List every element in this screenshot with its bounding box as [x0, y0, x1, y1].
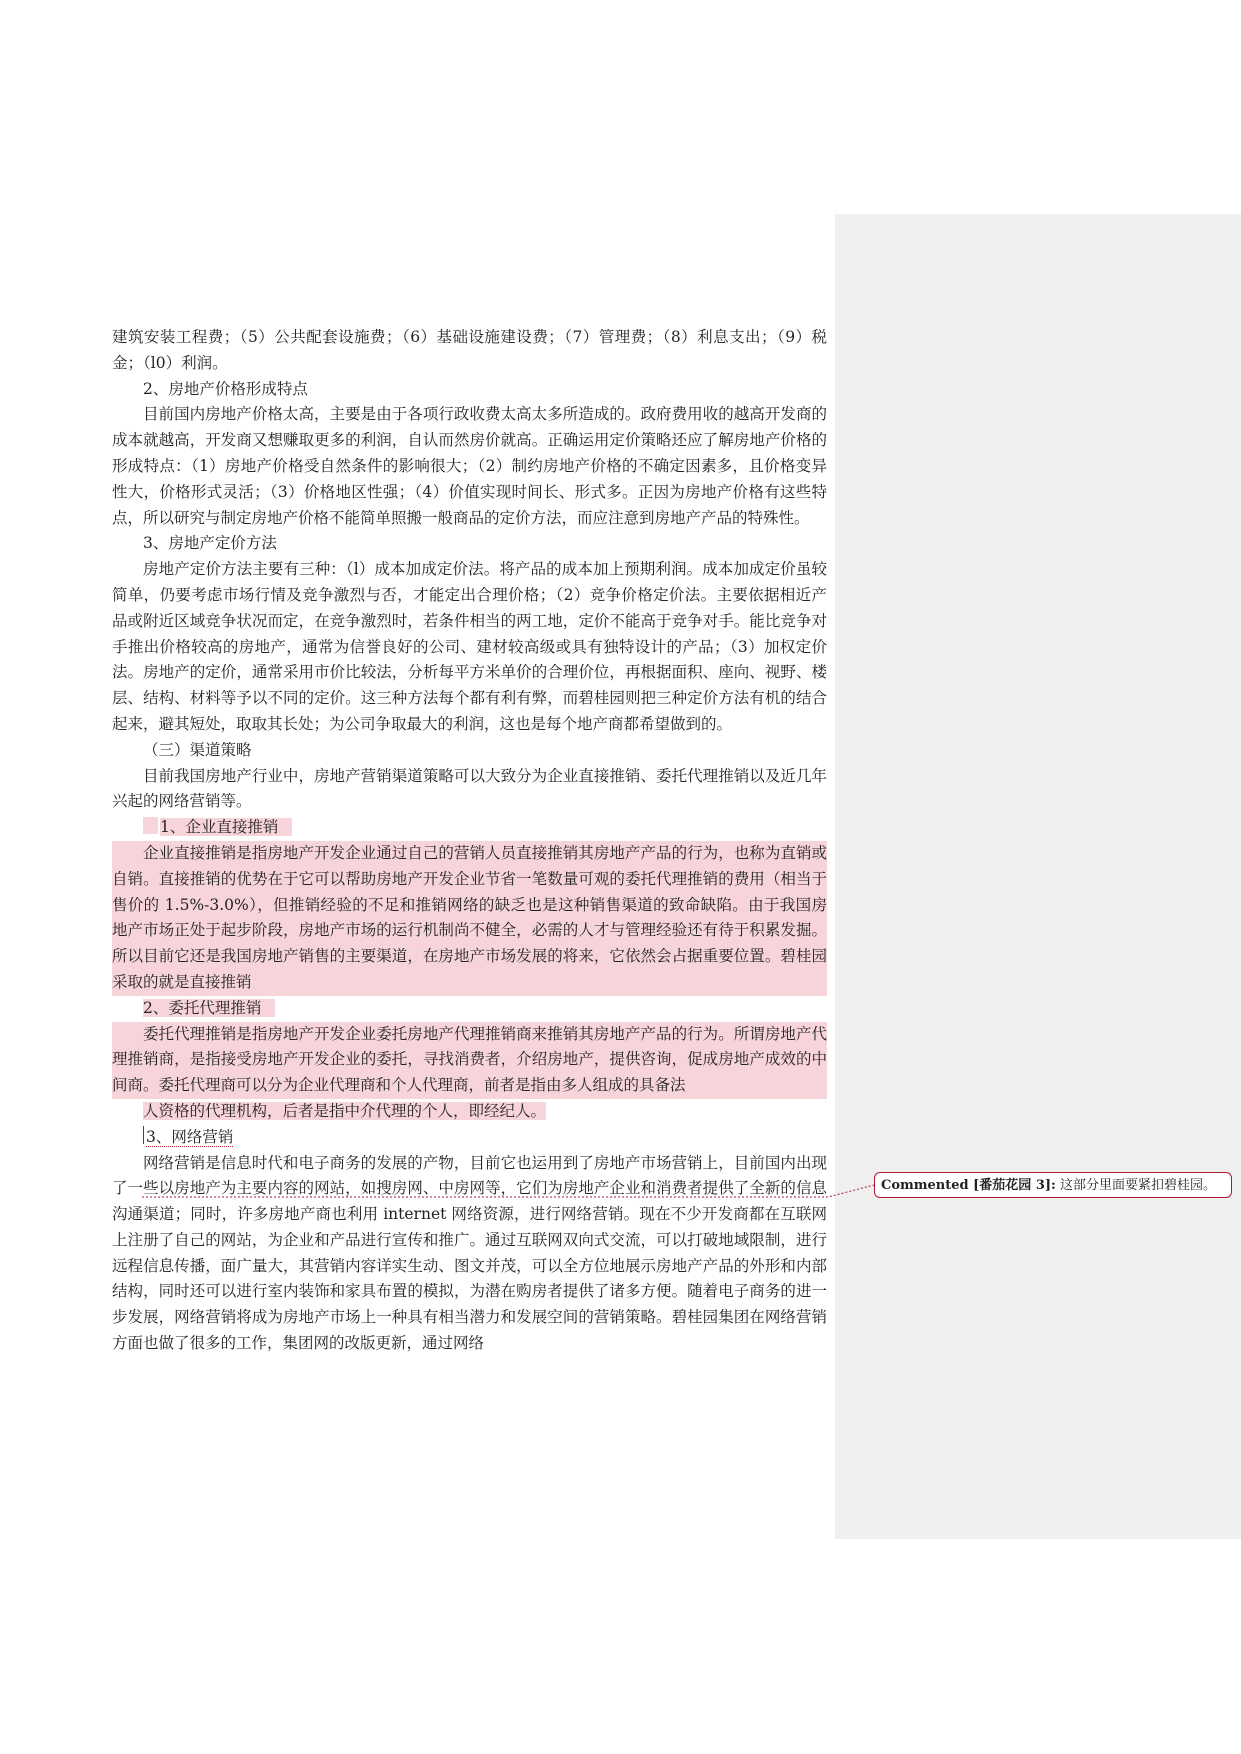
- heading-channel-strategy: （三）渠道策略: [143, 740, 252, 759]
- comment-balloon[interactable]: [874, 1172, 1232, 1198]
- paragraph-price-characteristics: 目前国内房地产价格太高，主要是由于各项行政收费太高太多所造成的。政府费用收的越高开发商的成本就越高，开发商又想赚取更多的利润，自认而然房价就高。正确运用定价策略还应了解房地产价格的形成特点：（1）房地产价格受自然条件的影响很大；（2）制约房地产价格的不确定因素多，且价格变异性大，价格形式灵活；（3）价格地区性强；（4）价值实现时间长、形式多。正因为房地产价格有这些特点，所以研究与制定房地产价格不能简单照搬一般商品的定价方法，而应注意到房地产产品的特殊性。: [112, 405, 827, 527]
- document-body: [112, 325, 827, 1357]
- heading-online-marketing-text: 3、网络营销: [146, 1127, 234, 1146]
- comment-pane: [835, 214, 1241, 1539]
- heading-pricing-methods: 3、房地产定价方法: [143, 534, 277, 553]
- paragraph-agency-sales-last-line-text: 人资格的代理机构，后者是指中介代理的个人，即经纪人。: [143, 1101, 547, 1120]
- heading-direct-sales[interactable]: [112, 815, 827, 841]
- heading-online-marketing[interactable]: [112, 1125, 827, 1151]
- paragraph-online-marketing: 网络营销是信息时代和电子商务的发展的产物，目前它也运用到了房地产市场营销上，目前国内出现了一些以房地产为主要内容的网站，如搜房网、中房网等，它们为房地产企业和消费者提供了全新的信息沟通渠道；同时，许多房地产商也利用 internet 网络资源，进行网络营销。现在不少开发商都在互联网上注册了自己的网站，为企业和产品进行宣传和推广。通过互联网双向式交流，可以打破地域限制，进行远程信息传播，面广量大，其营销内容详实生动、图文并茂，可以全方位地展示房地产产品的外形和内部结构，同时还可以进行室内装饰和家具布置的模拟，为潜在购房者提供了诸多方便。随着电子商务的进一步发展，网络营销将成为房地产市场上一种具有相当潜力和发展空间的营销策略。碧桂园集团在网络营销方面也做了很多的工作，集团网的改版更新，通过网络: [112, 1153, 827, 1353]
- comment-anchor-marker: [143, 1126, 144, 1144]
- comment-text: 这部分里面要紧扣碧桂园。: [1059, 1178, 1216, 1193]
- text-cursor: [143, 817, 158, 834]
- paragraph-channel-strategy: 目前我国房地产行业中，房地产营销渠道策略可以大致分为企业直接推销、委托代理推销以及近几年兴起的网络营销等。: [112, 766, 827, 811]
- heading-price-characteristics: 2、房地产价格形成特点: [143, 379, 308, 398]
- paragraph-agency-sales-last-line[interactable]: [112, 1099, 827, 1125]
- heading-agency-sales-text: 2、委托代理推销: [143, 999, 275, 1017]
- paragraph-pricing-methods: 房地产定价方法主要有三种：（l）成本加成定价法。将产品的成本加上预期利润。成本加成定价虽较简单，仍要考虑市场行情及竞争激烈与否，才能定出合理价格；（2）竞争价格定价法。主要依据相近产品或附近区域竞争状况而定，在竞争激烈时，若条件相当的两工地，定价不能高于竞争对手。能比竞争对手推出价格较高的房地产，通常为信誉良好的公司、建材较高级或具有独特设计的产品；（3）加权定价法。房地产的定价，通常采用市价比较法，分析每平方米单价的合理价位，再根据面积、座向、视野、楼层、结构、材料等予以不同的定价。这三种方法每个都有利有弊，而碧桂园则把三种定价方法有机的结合起来，避其短处，取取其长处；为公司争取最大的利润，这也是每个地产商都希望做到的。: [112, 560, 827, 733]
- heading-agency-sales[interactable]: [112, 996, 827, 1022]
- heading-direct-sales-text: 1、企业直接推销: [160, 818, 292, 836]
- paragraph-agency-sales[interactable]: 委托代理推销是指房地产开发企业委托房地产代理推销商来推销其房地产产品的行为。所谓房地产代理推销商，是指接受房地产开发企业的委托，寻找消费者，介绍房地产，提供咨询，促成房地产成效的中间商。委托代理商可以分为企业代理商和个人代理商，前者是指由多人组成的具备法: [112, 1022, 827, 1099]
- comment-author: Commented [番茄花园 3]:: [881, 1178, 1056, 1193]
- paragraph-cost-items: 建筑安装工程费；（5）公共配套设施费；（6）基础设施建设费；（7）管理费；（8）利息支出；（9）税金；（l0）利润。: [112, 328, 827, 372]
- paragraph-direct-sales[interactable]: 企业直接推销是指房地产开发企业通过自己的营销人员直接推销其房地产产品的行为，也称为直销或自销。直接推销的优势在于它可以帮助房地产开发企业节省一笔数量可观的委托代理推销的费用（相当于售价的 1.5%-3.0%），但推销经验的不足和推销网络的缺乏也是这种销售渠道的致命缺陷。由于我国房地产市场正处于起步阶段，房地产市场的运行机制尚不健全，必需的人才与管理经验还有待于积累发掘。所以目前它还是我国房地产销售的主要渠道，在房地产市场发展的将来，它依然会占据重要位置。碧桂园采取的就是直接推销: [112, 841, 827, 996]
